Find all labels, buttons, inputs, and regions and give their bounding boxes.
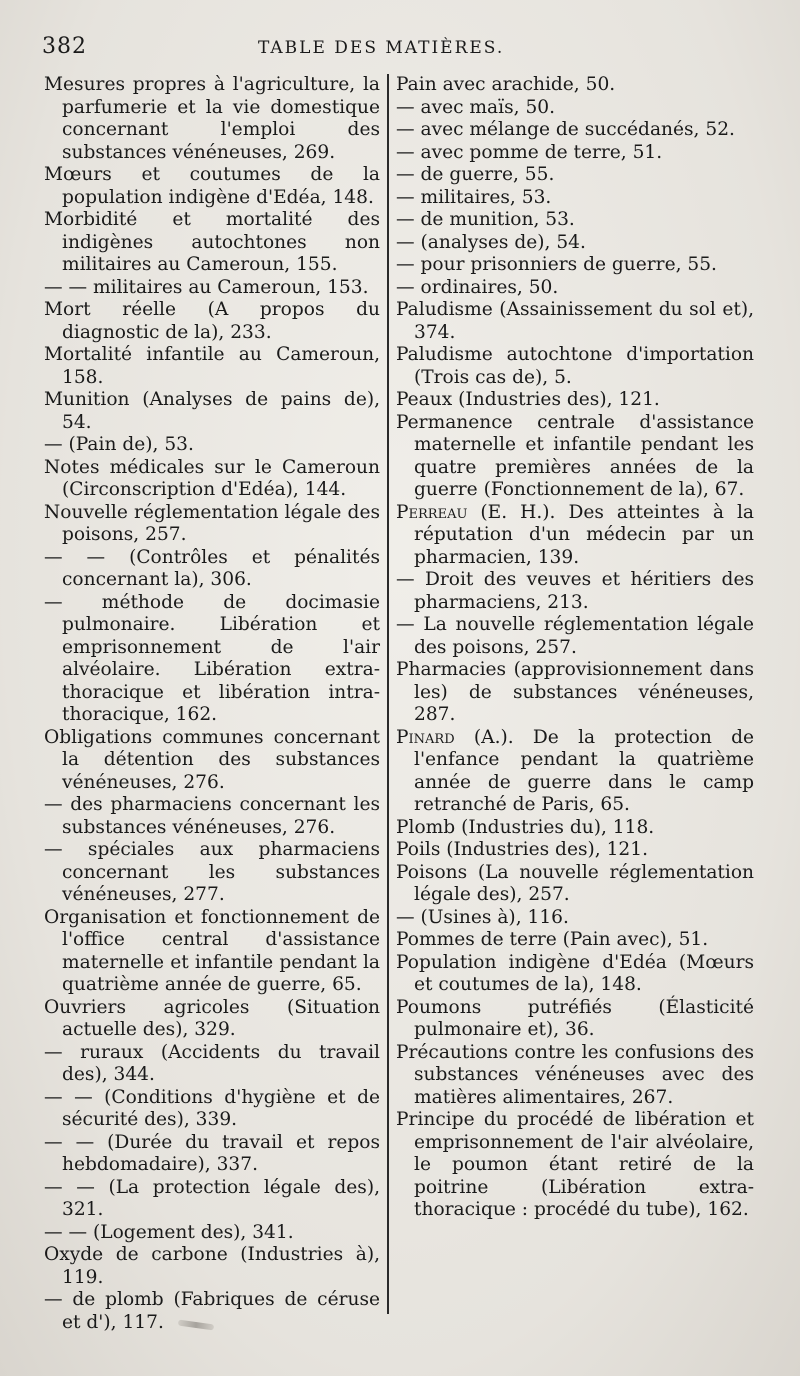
page-title: TABLE DES MATIÈRES. [258, 38, 505, 58]
entry-text: — ordinaires, 50. [396, 276, 559, 298]
index-entry [396, 254, 754, 277]
entry-text: Permanence centrale d'assistance maternelle et infantile pendant les quatre premières années de la guerre (Fonctionnement de la), 67. [396, 411, 754, 500]
author-name: Perreau [396, 501, 468, 523]
entry-text: — Droit des veuves et héritiers des pharmaciens, 213. [396, 569, 754, 613]
entry-text: Pommes de terre (Pain avec), 51. [396, 929, 709, 950]
entry-text: — avec pomme de terre, 51. [396, 141, 663, 163]
index-entry [396, 277, 754, 300]
index-entry: Notes médicales sur le Cameroun (Circonscription d'Edéa), 144. [44, 456, 380, 500]
index-entry [396, 727, 754, 817]
index-entry: Munition (Analyses de pains de), 54. [44, 389, 380, 433]
index-entry [396, 344, 754, 389]
author-name: Pinard [396, 726, 455, 748]
entry-text: Paludisme (Assainissement du sol et), 374. [396, 299, 754, 343]
index-entry [396, 412, 754, 502]
entry-text: Peaux (Industries des), 121. [396, 389, 660, 410]
index-entry: — méthode de docimasie pulmonaire. Libération et emprisonnement de l'air alvéolaire. Libération extra-thoracique et libération intra-thoracique, 162. [44, 591, 380, 725]
index-entry [396, 862, 754, 907]
index-entry [396, 929, 754, 952]
index-entry: — — (Durée du travail et repos hebdomadaire), 337. [44, 1131, 380, 1175]
entry-text: Poils (Industries des), 121. [396, 839, 648, 860]
entry-text: — pour prisonniers de guerre, 55. [396, 254, 717, 275]
index-entry [396, 614, 754, 659]
index-entry [396, 1109, 754, 1222]
entry-text: Paludisme autochtone d'importation (Trois cas de), 5. [396, 344, 754, 388]
entry-text: Principe du procédé de libération et emprisonnement de l'air alvéolaire, le poumon étant retiré de la poitrine (Libération extra-thoracique : procédé du tube), 162. [396, 1109, 754, 1220]
entry-text: Population indigène d'Edéa (Mœurs et coutumes de la), 148. [396, 951, 754, 995]
index-entry [396, 97, 754, 120]
entry-text: Précautions contre les confusions des substances vénéneuses avec des matières alimentaires, 267. [396, 1041, 754, 1108]
index-entry [396, 142, 754, 165]
entry-text: (E. H.). Des atteintes à la réputation d'un médecin par un pharmacien, 139. [414, 501, 754, 568]
index-entry [396, 502, 754, 570]
index-entry [396, 389, 754, 412]
entry-text: — avec maïs, 50. [396, 96, 556, 118]
index-entry: Oxyde de carbone (Industries à), 119. [44, 1244, 380, 1288]
index-entry [396, 952, 754, 997]
index-column-right [396, 74, 754, 1222]
index-entry [396, 1042, 754, 1110]
index-entry [396, 907, 754, 930]
index-entry [396, 839, 754, 862]
index-entry: — — militaires au Cameroun, 153. [44, 276, 369, 298]
entry-text: — (Usines à), 116. [396, 906, 569, 928]
index-entry: — spéciales aux pharmaciens concernant les substances vénéneuses, 277. [44, 839, 380, 905]
index-entry: Obligations communes concernant la détention des substances vénéneuses, 276. [44, 726, 380, 793]
entry-text: — de munition, 53. [396, 209, 575, 230]
entry-text: — militaires, 53. [396, 186, 552, 208]
entry-text: Poumons putréfiés (Élasticité pulmonaire et), 36. [396, 996, 754, 1040]
index-entry: Mœurs et coutumes de la population indigène d'Edéa, 148. [44, 164, 380, 208]
index-entry: Ouvriers agricoles (Situation actuelle des), 329. [44, 996, 380, 1040]
entry-text: — La nouvelle réglementation légale des poisons, 257. [396, 614, 754, 658]
index-entry: — ruraux (Accidents du travail des), 344. [44, 1041, 380, 1085]
entry-text: Plomb (Industries du), 118. [396, 816, 655, 838]
entry-text: — (analyses de), 54. [396, 231, 586, 253]
index-entry: — — (La protection légale des), 321. [44, 1176, 380, 1220]
index-entry [396, 659, 754, 727]
index-entry: — — (Conditions d'hygiène et de sécurité des), 339. [44, 1086, 380, 1130]
index-entry: Mortalité infantile au Cameroun, 158. [44, 344, 380, 388]
index-entry: Mesures propres à l'agriculture, la parfumerie et la vie domestique concernant l'emploi des substances vénéneuses, 269. [44, 74, 380, 163]
entry-text: Poisons (La nouvelle réglementation légale des), 257. [396, 861, 754, 905]
index-column-left [44, 74, 380, 1334]
index-entry: — (Pain de), 53. [44, 434, 194, 455]
index-entry: Morbidité et mortalité des indigènes autochtones non militaires au Cameroun, 155. [44, 209, 380, 275]
index-entry: — — (Contrôles et pénalités concernant la), 306. [44, 546, 380, 590]
index-entry: — de plomb (Fabriques de céruse et d'), 117. [44, 1289, 380, 1333]
index-entry [396, 164, 754, 187]
index-entry [396, 209, 754, 232]
page-number: 382 [42, 34, 87, 59]
index-entry [396, 187, 754, 210]
index-entry: Organisation et fonctionnement de l'office central d'assistance maternelle et infantile pendant la quatrième année de guerre, 65. [44, 906, 380, 995]
entry-text: — avec mélange de succédanés, 52. [396, 119, 735, 140]
entry-text: Pharmacies (approvisionnement dans les) de substances vénéneuses, 287. [396, 659, 754, 725]
index-entry: — — (Logement des), 341. [44, 1221, 294, 1243]
index-entry [396, 299, 754, 344]
index-entry: Nouvelle réglementation légale des poisons, 257. [44, 501, 380, 545]
entry-text: (A.). De la protection de l'enfance pendant la quatrième année de guerre dans le camp retranché de Paris, 65. [414, 726, 754, 815]
index-entry: — des pharmaciens concernant les substances vénéneuses, 276. [44, 794, 380, 838]
page-header [0, 34, 800, 64]
entry-text: Pain avec arachide, 50. [396, 74, 616, 95]
index-entry [396, 119, 754, 142]
column-divider [387, 74, 389, 1314]
index-entry [396, 74, 754, 97]
index-entry: Mort réelle (A propos du diagnostic de la), 233. [44, 299, 380, 343]
index-entry [396, 232, 754, 255]
index-entry [396, 817, 754, 840]
index-entry [396, 997, 754, 1042]
index-entry [396, 569, 754, 614]
entry-text: — de guerre, 55. [396, 164, 555, 185]
